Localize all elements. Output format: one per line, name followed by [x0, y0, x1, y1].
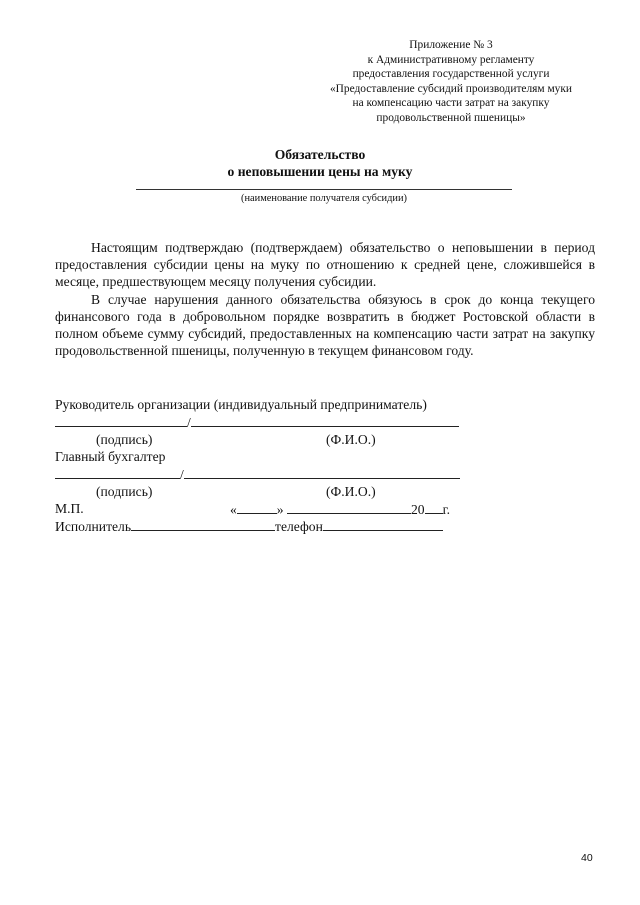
annex-line: продовольственной пшеницы» — [376, 111, 526, 124]
phone-label: телефон — [275, 519, 323, 534]
annex-line: Приложение № 3 — [409, 39, 493, 51]
accountant-name-line — [184, 465, 460, 479]
annex-line: предоставления государственной услуги — [352, 68, 550, 81]
annex-line: к Административному регламенту — [367, 53, 535, 66]
name-caption: (Ф.И.О.) — [326, 432, 376, 447]
date-day-line — [237, 500, 277, 514]
date-open-quote: « — [230, 502, 237, 517]
executor-row — [55, 517, 443, 535]
executor-label: Исполнитель — [55, 519, 132, 534]
head-signature-row — [55, 413, 459, 431]
body-paragraph-1: Настоящим подтверждаю (подтверждаем) обязательство о неповышении в период предоставления субсидии цены на муку по отношению к средней цене, сложившейся в месяце, предшествующем месяцу получения субсидии. — [55, 240, 595, 290]
recipient-name-line — [136, 189, 512, 190]
accountant-signature-row — [55, 465, 460, 483]
signature-caption: (подпись) — [96, 432, 153, 447]
head-label: Руководитель организации (индивидуальный предприниматель) — [55, 397, 427, 412]
date-month-line — [287, 500, 411, 514]
slash-separator: / — [187, 415, 191, 430]
obligation-body — [55, 239, 595, 359]
signature-caption: (подпись) — [96, 484, 153, 499]
accountant-signature-line — [55, 465, 180, 479]
title-line-1: Обязательство — [274, 147, 366, 162]
accountant-label: Главный бухгалтер — [55, 449, 166, 464]
date-year-line — [425, 500, 443, 514]
slash-separator: / — [180, 467, 184, 482]
head-name-line — [191, 413, 459, 427]
recipient-caption: (наименование получателя субсидии) — [241, 193, 407, 204]
phone-line — [323, 517, 443, 531]
page-number: 40 — [581, 852, 593, 864]
date-close-quote: » — [276, 502, 284, 517]
body-paragraph-2: В случае нарушения данного обязательства обязуюсь в срок до конца текущего финансового года в добровольном порядке возвратить в бюджет Ростовской области в полном объеме сумму субсидий, предоставленных на компенсацию части затрат на закупку продовольственной пшеницы, полученную в текущем финансовом году. — [55, 291, 595, 359]
year-suffix: г. — [442, 502, 451, 517]
stamp-label: М.П. — [55, 501, 84, 516]
executor-name-line — [131, 517, 275, 531]
document-title — [0, 146, 640, 180]
annex-header — [292, 38, 610, 126]
year-prefix: 20 — [411, 502, 425, 517]
name-caption: (Ф.И.О.) — [326, 484, 376, 499]
annex-line: «Предоставление субсидий производителям муки — [329, 82, 572, 95]
head-signature-line — [55, 413, 187, 427]
date-row — [230, 500, 450, 518]
title-line-2: о неповышении цены на муку — [227, 164, 413, 179]
annex-line: на компенсацию части затрат на закупку — [352, 97, 550, 110]
